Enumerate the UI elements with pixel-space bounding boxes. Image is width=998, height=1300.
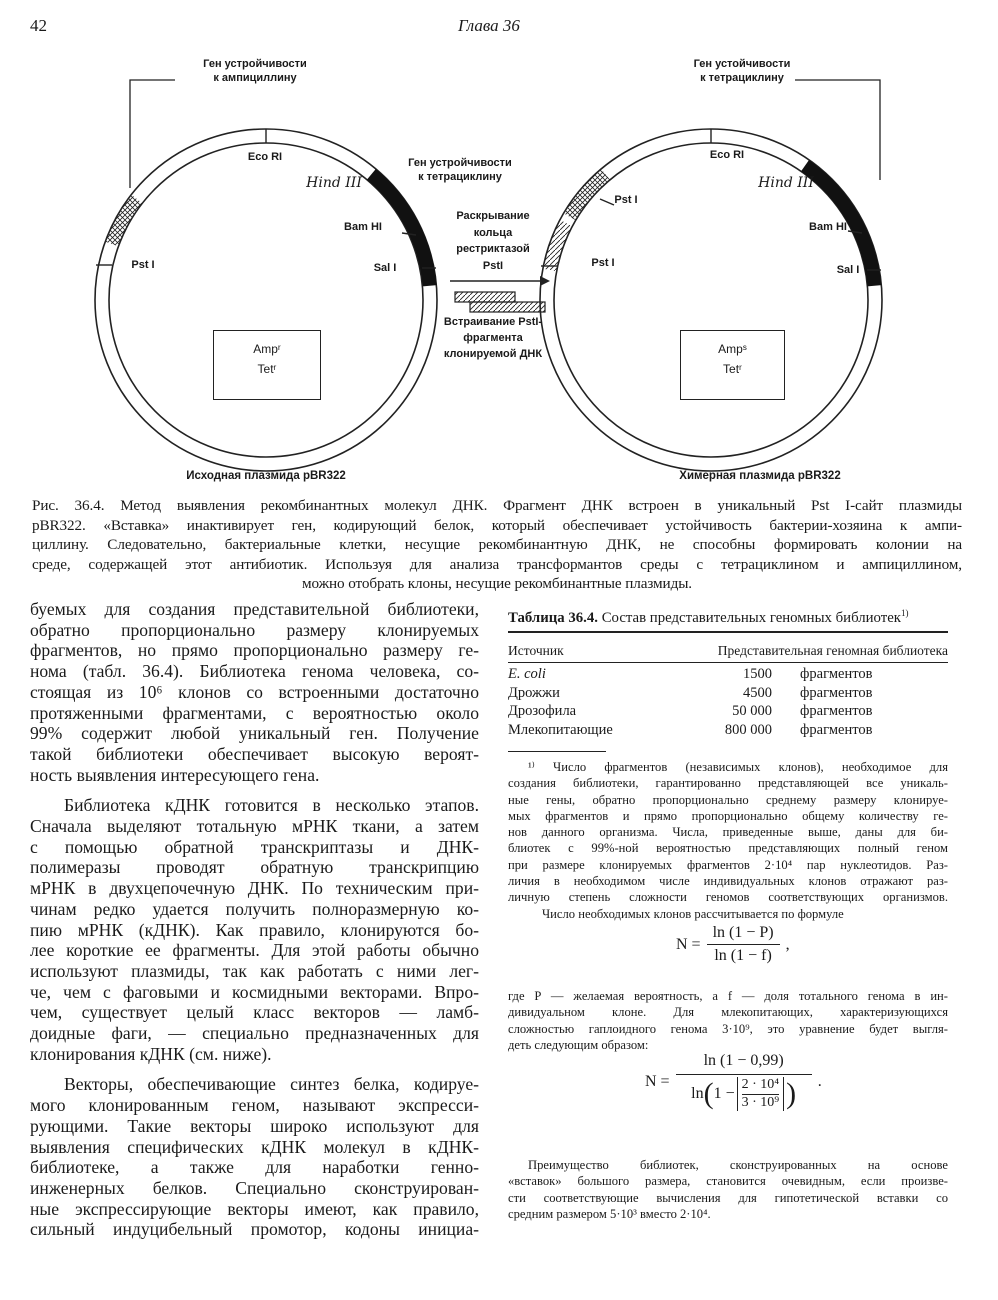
table-body (508, 665, 948, 739)
footnote-rule (508, 751, 606, 752)
step-open-ring-label (456, 208, 530, 274)
label-line: Раскрывание (456, 210, 530, 222)
right-eco-ri-label: Eco RI (709, 149, 745, 161)
formula-punctuation: , (785, 935, 790, 953)
text-line: ные экспрессирующие векторы имеют, как правило, (30, 1198, 479, 1219)
label-line: Встраивание PstI- (443, 316, 543, 328)
text-line: ность выявления интересующего гена. (30, 764, 320, 785)
label-line: фрагмента (463, 332, 523, 344)
insert-size: 2 · 10⁴ (742, 1077, 780, 1095)
count-cell: 50 000 (732, 703, 772, 720)
left-resistance-box (213, 330, 321, 400)
left-sal-i-label: Sal I (373, 262, 397, 274)
footnote-line: блиотек с 99%-ной вероятностью представляющих полный геном (508, 841, 948, 856)
source-cell: Дрожжи (508, 684, 560, 701)
label-line: к тетрациклину (700, 72, 784, 84)
footnote-line: личия в необходимом числе индивидуальных клонов отражают раз- (508, 874, 948, 889)
text-line: рующими. Такие векторы широко используют для (30, 1115, 479, 1136)
left-column-text (30, 599, 479, 1240)
left-eco-ri-label: Eco RI (247, 151, 283, 163)
one-minus: 1 − (713, 1085, 735, 1102)
table-row (508, 702, 948, 721)
final-paragraph (508, 1157, 948, 1222)
text-line: доидные фаги, — специально предназначенных для (30, 1023, 479, 1044)
step-insert-label (444, 314, 542, 362)
text-line: Сначала выделяют тотальную мРНК ткани, а затем (30, 816, 479, 837)
right-tet-gene-label (694, 57, 791, 85)
text-line: где P — желаемая вероятность, а f — доля тотального генома в ин- (508, 989, 948, 1003)
label-line: PstI (482, 259, 504, 272)
label-line: Ген устойчивости (693, 58, 791, 70)
column-header-source: Источник (508, 643, 564, 658)
right-sal-i-label: Sal I (836, 264, 860, 276)
right-pst-i-label-lower: Pst I (591, 257, 615, 269)
genome-size: 3 · 10⁹ (741, 1095, 780, 1110)
text-line: 99% содержит любой уникальный ген. Получение (30, 723, 479, 744)
text-line: мРНК в двухцепочечную ДНК. По техническим при- (30, 878, 479, 899)
text-line: клонирования кДНК (см. ниже). (30, 1043, 272, 1064)
right-resistance-box (680, 330, 785, 400)
formula-lhs: N = (645, 1072, 670, 1090)
formula-explanation (508, 988, 948, 1053)
count-cell: 4500 (743, 684, 772, 701)
source-cell: Млекопитающие (508, 721, 613, 738)
text-line: библиотеке, а также для наработки генно- (30, 1157, 479, 1178)
table-footnote (508, 759, 948, 906)
text-line: стоящая из 10⁶ клонов со встроенными достаточно (30, 681, 479, 702)
label-line: к тетрациклину (418, 171, 502, 183)
insert-fragment-icon (455, 292, 545, 312)
unit-cell: фрагментов (800, 684, 873, 701)
step-arrow (450, 276, 550, 286)
text-line: че, чем с фаговыми и космидными векторами. Впро- (30, 981, 479, 1002)
table-title-text: Состав представительных геномных библиотек (601, 609, 901, 626)
tet-label: Tetʳ (723, 362, 742, 376)
unit-cell: фрагментов (800, 721, 873, 738)
text-line: «вставок» большого размера, становится очевидным, если произве- (508, 1174, 948, 1189)
footnote-line: при размере клонируемых фрагментов 2·10⁴ пар нуклеотидов. Раз- (508, 857, 948, 872)
open-paren: ( (703, 1077, 714, 1110)
formula-denominator (691, 1075, 796, 1111)
footnote-line: ¹⁾ Число фрагментов (независимых клонов), необходимое для (528, 760, 948, 774)
table-top-rule (508, 631, 948, 633)
table-row (508, 721, 948, 740)
footnote-line: личную степень сложности геномов соответствующих организмов. (508, 890, 948, 905)
caption-line: циллину. Следовательно, бактериальные клетки, несущие рекомбинантную ДНК, не способны формировать колонии на (32, 536, 962, 554)
text-line: протяженными фрагментами, с вероятностью около (30, 702, 479, 723)
table-number: Таблица 36.4. (508, 609, 598, 626)
text-line: лее короткие ее фрагменты. Для этой работы обычно (30, 940, 479, 961)
label-line: к ампициллину (213, 72, 297, 84)
column-header-library: Представительная геномная библиотека (717, 643, 948, 658)
table-row (508, 684, 948, 703)
text-line: средним размером 5·10³ вместо 2·10⁴. (508, 1206, 711, 1221)
text-line: нома (табл. 36.4). Библиотека генома человека, со- (30, 661, 479, 682)
ln-symbol: ln (691, 1085, 704, 1102)
text-line: пию мРНК (кДНК). Как правило, клонируются бо- (30, 919, 479, 940)
source-cell: E. coli (508, 666, 546, 682)
text-line: используют плазмиды, так как работать с ними лег- (30, 960, 479, 981)
text-line: фрагментов, но прямо пропорционально размеру ге- (30, 640, 479, 661)
close-paren: ) (786, 1077, 797, 1110)
text-line: мого клонированным геном, называют экспресси- (30, 1095, 479, 1116)
formula-lhs: N = (676, 935, 701, 953)
paragraph-gap (30, 1064, 479, 1074)
left-plasmid-caption: Исходная плазмида pBR322 (186, 470, 346, 482)
middle-tet-gene-label (408, 156, 512, 184)
caption-line: можно отобрать клоны, несущие рекомбинантные плазмиды. (301, 575, 693, 593)
formula-1 (676, 924, 790, 965)
amp-label: Ampʳ (253, 342, 281, 356)
left-bam-hi-label: Bam HI (344, 221, 382, 233)
text-line: Преимущество библиотек, сконструированных на основе (528, 1158, 948, 1172)
left-amp-gene-label (203, 57, 307, 85)
table-title (508, 608, 948, 627)
label-line: кольца (473, 226, 513, 239)
table-header-rule (508, 662, 948, 663)
text-line: обратно пропорционально размеру клонируемых (30, 619, 479, 640)
count-cell: 1500 (743, 666, 772, 682)
caption-line: pBR322. «Вставка» инактивирует ген, кодирующий белок, который обеспечивает устойчивость бактерии-хозяина к ампи- (32, 516, 962, 534)
table-footnote-ref: 1) (900, 608, 909, 618)
text-line: Библиотека кДНК готовится в несколько этапов. (64, 795, 479, 816)
left-hind-iii-label: Hind III (306, 175, 362, 191)
text-line: чинам редко удается получить полноразмерную ко- (30, 898, 479, 919)
left-amp-gene-segment (112, 199, 137, 244)
left-pst-i-label: Pst I (131, 259, 155, 271)
unit-cell: фрагментов (800, 666, 873, 682)
formula-punctuation: . (817, 1072, 822, 1090)
amp-label: Ampˢ (718, 342, 747, 356)
footnote-line: мых фрагментов и прямо пропорционально общему количеству ге- (508, 808, 948, 823)
formula-numerator: ln (1 − P) (707, 924, 780, 945)
text-line: сти соответствующие вычисления для гипотетической вставки со (508, 1190, 948, 1205)
page-number: 42 (30, 16, 47, 35)
right-pst-i-label-upper: Pst I (614, 194, 638, 206)
caption-line: Рис. 36.4. Метод выявления рекомбинантных молекул ДНК. Фрагмент ДНК встроен в уникальный Pst I-сайт плазмиды (32, 497, 962, 514)
text-line: Векторы, обеспечивающие синтез белка, кодируе- (64, 1074, 479, 1095)
chapter-title: Глава 36 (458, 16, 520, 35)
formula-numerator: ln (1 − 0,99) (676, 1052, 812, 1075)
text-line: деть следующим образом: (508, 1037, 649, 1052)
right-bam-hi-label: Bam HI (809, 221, 847, 233)
label-line: Ген устройчивости (408, 157, 512, 169)
label-line: рестриктазой (456, 243, 530, 255)
text-line: дивидуальном клоне. Для млекопитающих, характеризующихся (508, 1005, 948, 1020)
formula-denominator: ln (1 − f) (714, 947, 772, 964)
right-hind-iii-label: Hind III (758, 175, 814, 191)
text-line: полимеразы проводят обратную транскрипцию (30, 857, 479, 878)
text-line: с помощью обратной транскриптазы и ДНК- (30, 836, 479, 857)
footnote-line: создания библиотеки, гарантированно представляющей все уникаль- (508, 776, 948, 791)
text-line: сложностью гаплоидного генома 3·10⁹, это уравнение будет выгля- (508, 1021, 948, 1036)
unit-cell: фрагментов (800, 703, 873, 720)
paragraph-gap (30, 785, 479, 795)
caption-line: среде, содержащей этот антибиотик. Используя для анализа трансформантов среды с тетрациклином и ампициллином, (32, 555, 962, 573)
tet-label: Tetʳ (257, 362, 277, 376)
figure-caption (32, 496, 962, 594)
label-line: клонируемой ДНК (443, 348, 543, 360)
right-plasmid-caption: Химерная плазмида pBR322 (679, 470, 841, 482)
label-line: Ген устройчивости (203, 58, 307, 70)
formula-2 (645, 1052, 822, 1111)
genome-fraction (737, 1077, 785, 1111)
footnote-line: ные гены, обратно пропорционально среднему размеру клонируе- (508, 792, 948, 807)
text-line: выявления специфических кДНК молекул в кДНК- (30, 1136, 479, 1157)
text-line: сильный индуцибельный промотор, кодоны инициа- (30, 1219, 479, 1240)
source-cell: Дрозофила (508, 703, 577, 720)
table-header-row (508, 643, 948, 659)
text-line: буемых для создания представительной библиотеки, (30, 599, 479, 619)
formula-intro: Число необходимых клонов рассчитывается по формуле (542, 907, 844, 921)
text-line: чем, существует целый класс векторов — ламб- (30, 1002, 479, 1023)
count-cell: 800 000 (724, 721, 772, 738)
table-row (508, 665, 948, 684)
text-line: инженерных белков. Специально сконструирован- (30, 1177, 479, 1198)
footnote-line: нов данного организма. Числа, приведенные выше, даны для би- (508, 825, 948, 840)
text-line: такой библиотеки обеспечивает высокую вероят- (30, 743, 479, 764)
